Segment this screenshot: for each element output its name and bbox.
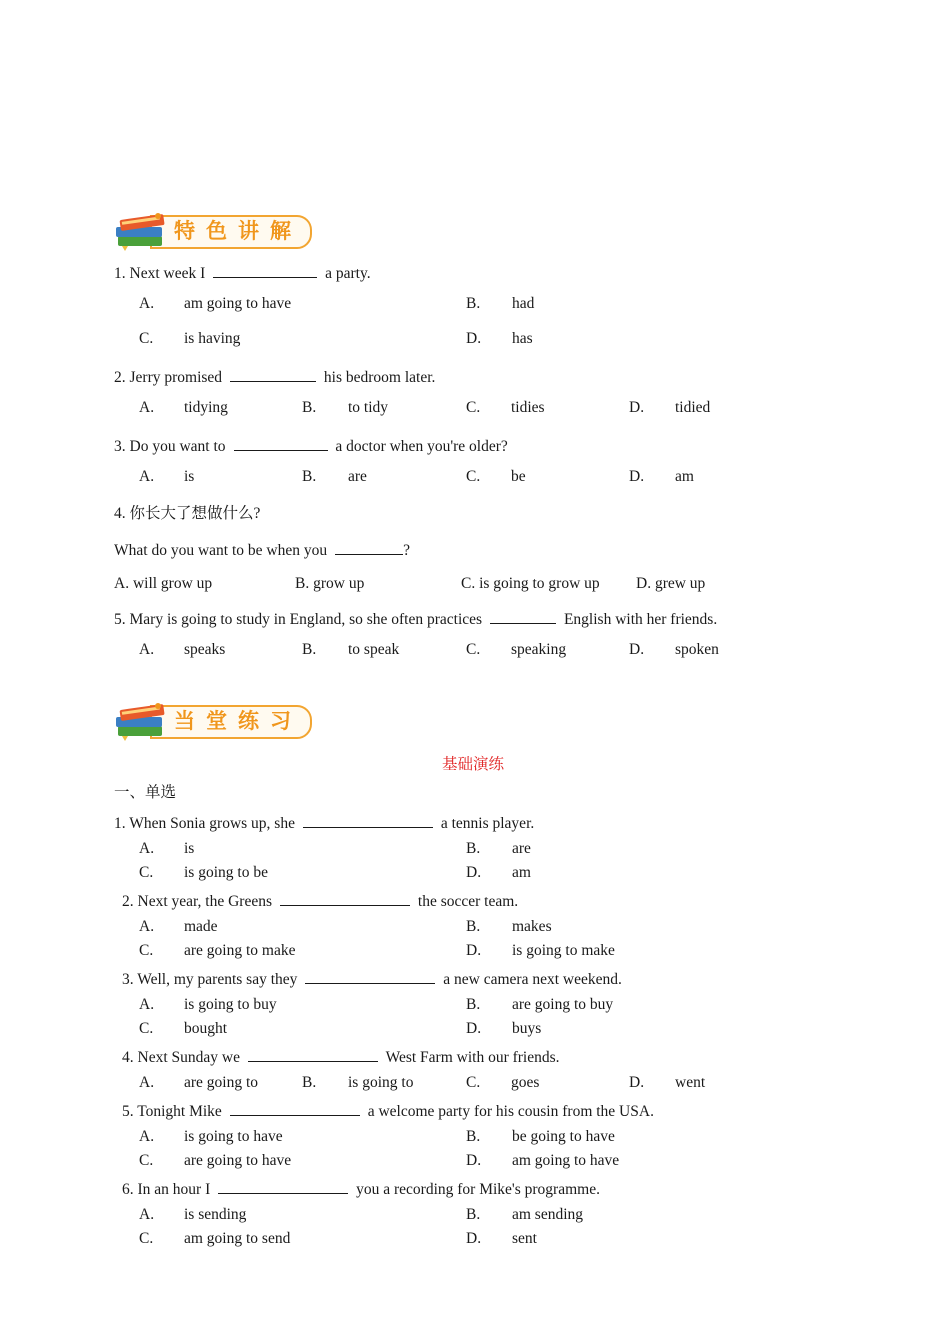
option-letter: D. — [466, 942, 482, 959]
option-text[interactable]: am going to have — [512, 1152, 620, 1169]
question-text: 5. Mary is going to study in England, so she often practices — [114, 611, 483, 628]
question-text: 6. In an hour I — [122, 1181, 211, 1198]
option-text[interactable]: had — [512, 295, 535, 312]
option-text[interactable]: has — [512, 330, 533, 347]
option-text[interactable]: are — [512, 840, 531, 857]
question-text-end: a party. — [325, 265, 371, 282]
question-text: 1. When Sonia grows up, she — [114, 815, 295, 832]
option-letter: D. — [629, 468, 645, 485]
option-letter: B. — [302, 1074, 317, 1091]
question-1 — [114, 262, 371, 284]
option-text[interactable]: sent — [512, 1230, 537, 1247]
option-letter: C. — [139, 330, 154, 347]
practice-question-5 — [122, 1100, 654, 1122]
option-letter: D. — [629, 399, 645, 416]
question-4 — [114, 539, 410, 561]
option-letter: C. — [466, 1074, 481, 1091]
option-text[interactable]: is going to be — [184, 864, 268, 881]
option-text[interactable]: are going to buy — [512, 996, 614, 1013]
option-text[interactable]: tidies — [511, 399, 545, 416]
option-letter: B. — [466, 840, 481, 857]
option-text[interactable]: bought — [184, 1020, 228, 1037]
option[interactable]: A. will grow up — [114, 575, 213, 592]
answer-blank[interactable] — [230, 366, 316, 382]
option-text[interactable]: spoken — [675, 641, 719, 658]
books-icon — [112, 210, 172, 252]
option-letter: C. — [466, 468, 481, 485]
option-letter: C. — [466, 399, 481, 416]
option-text[interactable]: is — [184, 840, 195, 857]
question-text: 3. Do you want to — [114, 438, 226, 455]
section-subtitle: 基础演练 — [442, 756, 505, 773]
option-letter: B. — [302, 641, 317, 658]
option[interactable]: D. grew up — [636, 575, 706, 592]
option-text[interactable]: speaks — [184, 641, 226, 658]
option[interactable]: B. grow up — [295, 575, 365, 592]
option-text[interactable]: tidying — [184, 399, 228, 416]
option-letter: A. — [139, 840, 155, 857]
option-letter: D. — [466, 1230, 482, 1247]
option-letter: A. — [139, 1206, 155, 1223]
option-text[interactable]: are — [348, 468, 367, 485]
practice-question-3 — [122, 968, 622, 990]
answer-blank[interactable] — [335, 539, 403, 555]
option-text[interactable]: am sending — [512, 1206, 584, 1223]
answer-blank[interactable] — [280, 890, 410, 906]
option-text[interactable]: makes — [512, 918, 552, 935]
option-text[interactable]: to speak — [348, 641, 400, 658]
option-text[interactable]: am going to have — [184, 295, 292, 312]
question-text: What do you want to be when you — [114, 542, 328, 559]
question-text: 2. Next year, the Greens — [122, 893, 273, 910]
option-text[interactable]: to tidy — [348, 399, 389, 416]
section-banner-practice — [112, 700, 312, 742]
option-text[interactable]: is going to buy — [184, 996, 277, 1013]
option-letter: B. — [466, 1128, 481, 1145]
option-letter: C. — [139, 1020, 154, 1037]
question-2 — [114, 366, 435, 388]
option-text[interactable]: is sending — [184, 1206, 247, 1223]
option-letter: A. — [139, 468, 155, 485]
option-letter: B. — [466, 996, 481, 1013]
option-letter: A. — [139, 641, 155, 658]
option-text[interactable]: tidied — [675, 399, 711, 416]
option-text[interactable]: are going to — [184, 1074, 259, 1091]
question-text: 5. Tonight Mike — [122, 1103, 222, 1120]
question-text: 2. Jerry promised — [114, 369, 223, 386]
option-letter: D. — [466, 1020, 482, 1037]
option-text[interactable]: is — [184, 468, 195, 485]
question-text-end: a doctor when you're older? — [335, 438, 508, 455]
answer-blank[interactable] — [248, 1046, 378, 1062]
answer-blank[interactable] — [218, 1178, 348, 1194]
question-text-end: English with her friends. — [563, 611, 718, 628]
question-5 — [114, 608, 717, 630]
question-4-chinese: 4. 你长大了想做什么? — [114, 505, 261, 522]
question-text-end: West Farm with our friends. — [385, 1049, 560, 1066]
option-text[interactable]: is going to have — [184, 1128, 283, 1145]
part-heading: 一、单选 — [114, 784, 177, 801]
question-3 — [114, 435, 508, 457]
answer-blank[interactable] — [303, 812, 433, 828]
answer-blank[interactable] — [234, 435, 328, 451]
option-letter: C. — [139, 864, 154, 881]
option-letter: B. — [302, 468, 317, 485]
option-letter: D. — [466, 1152, 482, 1169]
option-text[interactable]: are going to make — [184, 942, 296, 959]
option-text[interactable]: are going to have — [184, 1152, 292, 1169]
option-letter: D. — [629, 1074, 645, 1091]
option-text[interactable]: went — [675, 1074, 706, 1091]
option[interactable]: C. is going to grow up — [461, 575, 600, 592]
option-text[interactable]: is going to — [348, 1074, 414, 1091]
option-letter: B. — [466, 295, 481, 312]
option-letter: C. — [139, 942, 154, 959]
practice-question-1 — [114, 812, 534, 834]
option-letter: D. — [466, 864, 482, 881]
option-text[interactable]: am — [675, 468, 694, 485]
option-letter: A. — [139, 918, 155, 935]
option-text[interactable]: goes — [511, 1074, 540, 1091]
answer-blank[interactable] — [490, 608, 556, 624]
option-letter: C. — [466, 641, 481, 658]
answer-blank[interactable] — [213, 262, 317, 278]
question-text: 3. Well, my parents say they — [122, 971, 298, 988]
option-text[interactable]: be going to have — [512, 1128, 615, 1145]
option-letter: D. — [629, 641, 645, 658]
option-text[interactable]: is going to make — [512, 942, 615, 959]
option-text[interactable]: am — [512, 864, 531, 881]
section-banner-features — [112, 210, 312, 252]
question-text: 1. Next week I — [114, 265, 206, 282]
option-letter: C. — [139, 1152, 154, 1169]
practice-question-4 — [122, 1046, 560, 1068]
option-text[interactable]: is having — [184, 330, 241, 347]
option-letter: A. — [139, 996, 155, 1013]
question-text-end: a new camera next weekend. — [443, 971, 622, 988]
banner-title: 特色讲解 — [174, 219, 302, 243]
question-text-end: you a recording for Mike's programme. — [356, 1181, 600, 1198]
practice-question-6 — [122, 1178, 600, 1200]
option-text[interactable]: speaking — [511, 641, 567, 658]
answer-blank[interactable] — [305, 968, 435, 984]
question-text-end: ? — [403, 542, 410, 559]
question-text-end: his bedroom later. — [323, 369, 436, 386]
option-letter: A. — [139, 295, 155, 312]
option-letter: D. — [466, 330, 482, 347]
question-text: 4. Next Sunday we — [122, 1049, 240, 1066]
option-letter: A. — [139, 399, 155, 416]
question-text-end: a welcome party for his cousin from the USA. — [367, 1103, 654, 1120]
option-text[interactable]: made — [184, 918, 218, 935]
option-letter: C. — [139, 1230, 154, 1247]
option-text[interactable]: am going to send — [184, 1230, 291, 1247]
question-text-end: a tennis player. — [440, 815, 535, 832]
option-letter: A. — [139, 1074, 155, 1091]
banner-title: 当堂练习 — [174, 709, 302, 733]
option-letter: B. — [466, 1206, 481, 1223]
option-letter: A. — [139, 1128, 155, 1145]
option-letter: B. — [302, 399, 317, 416]
question-text-end: the soccer team. — [417, 893, 519, 910]
option-text[interactable]: be — [511, 468, 526, 485]
option-letter: B. — [466, 918, 481, 935]
books-icon — [112, 700, 172, 742]
answer-blank[interactable] — [230, 1100, 360, 1116]
option-text[interactable]: buys — [512, 1020, 542, 1037]
practice-question-2 — [122, 890, 518, 912]
